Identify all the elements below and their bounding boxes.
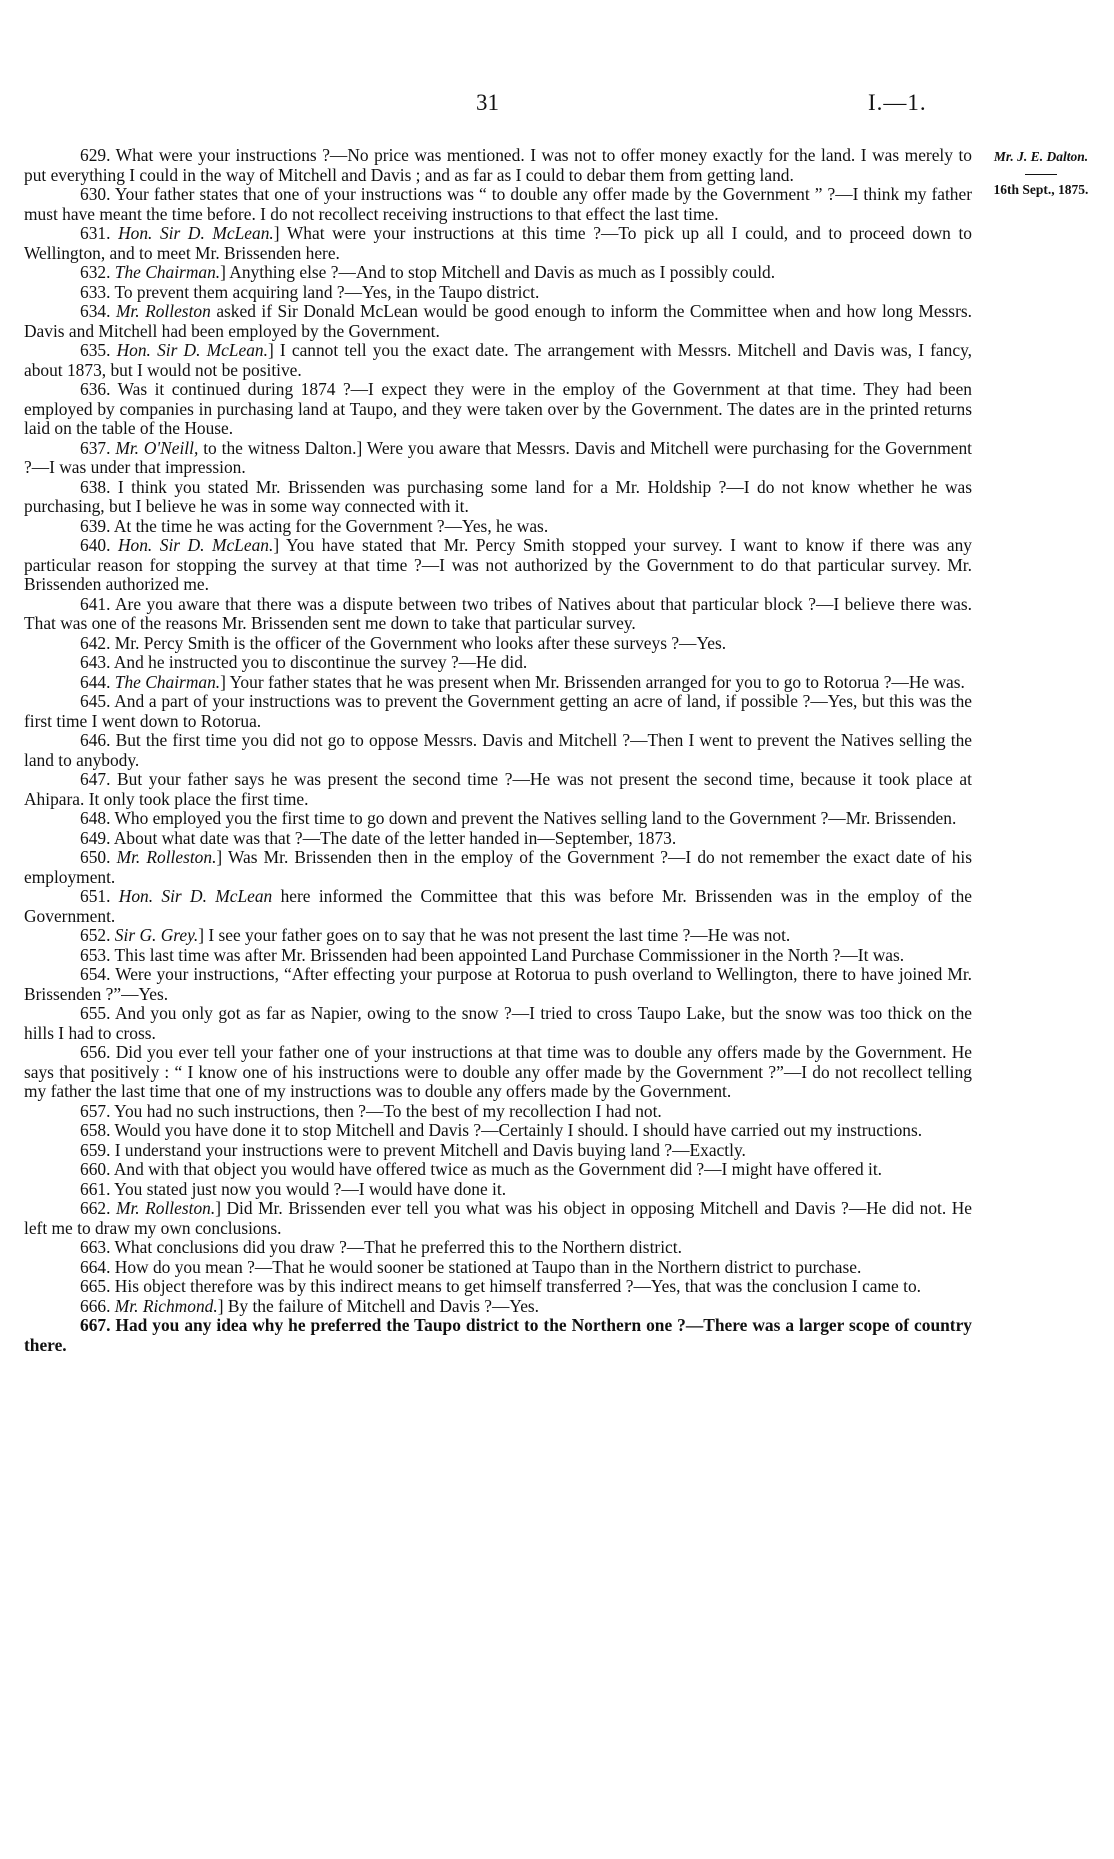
- question-answer-text: But the first time you did not go to oppose Messrs. Davis and Mitchell ?—Then I went to prevent the Natives selling the land to anybody.: [24, 730, 972, 770]
- question-answer-text: This last time was after Mr. Brissenden had been appointed Land Purchase Commissioner in the North ?—It was.: [114, 944, 905, 965]
- evidence-paragraph: [24, 263, 972, 283]
- question-answer-text: Who employed you the first time to go down and prevent the Natives selling land to the Government ?—Mr. Brissenden.: [114, 808, 957, 828]
- question-answer-text: At the time he was acting for the Government ?—Yes, he was.: [113, 515, 549, 536]
- question-number: 637.: [80, 437, 111, 458]
- question-answer-text: Are you aware that there was a dispute between two tribes of Natives about that particular block ?—I believe there was. That was one of the reasons Mr. Brissenden sent me down to take that particular survey.: [24, 593, 973, 633]
- evidence-paragraph: [24, 848, 972, 887]
- question-number: 631.: [80, 223, 111, 243]
- question-number: 664.: [80, 1256, 111, 1277]
- speaker-name: Hon. Sir D. McLean.: [117, 535, 274, 555]
- evidence-paragraph: [24, 829, 972, 849]
- margin-date: 16th Sept., 1875.: [993, 182, 1089, 197]
- question-number: 657.: [80, 1100, 111, 1121]
- evidence-paragraph: [24, 1199, 972, 1238]
- question-answer-text: I understand your instructions were to prevent Mitchell and Davis buying land ?—Exactly.: [114, 1139, 746, 1160]
- question-number: 629.: [80, 145, 111, 165]
- question-number: 644.: [80, 671, 111, 692]
- evidence-paragraph: [24, 595, 972, 634]
- question-answer-text: And with that object you would have offered twice as much as the Government did ?—I might have offered it.: [113, 1159, 883, 1179]
- evidence-paragraph: [24, 224, 972, 263]
- question-number: 647.: [80, 769, 111, 789]
- question-number: 660.: [80, 1159, 111, 1179]
- question-answer-text: ] What were your instructions at this time ?—To pick up all I could, and to proceed down to Wellington, and to meet Mr. Brissenden here.: [24, 223, 972, 263]
- question-number: 650.: [80, 847, 111, 867]
- speaker-name: Hon. Sir D. McLean.: [118, 223, 274, 243]
- question-number: 662.: [80, 1198, 111, 1218]
- question-answer-text: You had no such instructions, then ?—To the best of my recollection I had not.: [114, 1100, 662, 1121]
- question-answer-text: What were your instructions ?—No price was mentioned. I was not to offer money exactly for the land. I was merely to put everything I could in the way of Mitchell and Davis ; and as far as I could to debar them from getting land.: [24, 145, 972, 185]
- question-number: 630.: [80, 184, 111, 204]
- evidence-paragraph: [24, 1043, 972, 1102]
- question-answer-text: His object therefore was by this indirect means to get himself transferred ?—Yes, that was the conclusion I came to.: [114, 1276, 921, 1296]
- question-number: 635.: [80, 340, 111, 360]
- evidence-paragraph: [24, 692, 972, 731]
- margin-rule: [1025, 174, 1057, 175]
- question-answer-text: I think you stated Mr. Brissenden was purchasing some land for a Mr. Holdship ?—I do not know whether he was purchasing, but I believe he was in some way connected with it.: [24, 476, 972, 516]
- question-answer-text: ] Was Mr. Brissenden then in the employ of the Government ?—I do not remember the exact date of his employment.: [24, 847, 972, 887]
- speaker-name: Mr. Rolleston.: [115, 1198, 216, 1218]
- evidence-paragraph: [24, 302, 972, 341]
- evidence-paragraph: [24, 1121, 972, 1141]
- evidence-paragraph: [24, 770, 972, 809]
- question-number: 651.: [80, 886, 111, 906]
- question-number: 640.: [80, 535, 111, 555]
- question-number: 632.: [80, 262, 111, 282]
- evidence-paragraph: [24, 1277, 972, 1297]
- question-number: 663.: [80, 1237, 111, 1257]
- question-number: 667.: [80, 1315, 111, 1335]
- question-number: 661.: [80, 1178, 111, 1199]
- page-number: 31: [476, 90, 499, 115]
- speaker-name: Mr. O'Neill,: [115, 437, 199, 458]
- question-number: 648.: [80, 808, 111, 828]
- evidence-paragraph: [24, 517, 972, 537]
- evidence-paragraph: [24, 146, 972, 185]
- evidence-paragraph: [24, 536, 972, 595]
- question-answer-text: ] I see your father goes on to say that he was not present the last time ?—He was not.: [198, 925, 791, 945]
- question-number: 656.: [80, 1042, 111, 1062]
- question-number: 655.: [80, 1003, 111, 1023]
- question-answer-text: And you only got as far as Napier, owing to the snow ?—I tried to cross Taupo Lake, but the snow was too thick on the hills I had to cross.: [24, 1003, 972, 1043]
- evidence-paragraph: [24, 809, 972, 829]
- evidence-paragraph: [24, 1258, 972, 1278]
- question-number: 643.: [80, 652, 111, 672]
- evidence-paragraph: [24, 283, 972, 303]
- question-answer-text: Your father states that one of your instructions was “ to double any offer made by the Government ” ?—I think my father must have meant the time before. I do not recollect receiving instructions to that effect the last time.: [24, 184, 972, 224]
- evidence-paragraph: [24, 634, 972, 654]
- question-number: 636.: [80, 379, 111, 399]
- question-answer-text: here informed the Committee that this was before Mr. Brissenden was in the employ of the Government.: [24, 886, 972, 926]
- question-number: 639.: [80, 515, 111, 536]
- question-number: 638.: [80, 476, 111, 497]
- question-answer-text: But your father says he was present the second time ?—He was not present the second time, because it took place at Ahipara. It only took place the first time.: [24, 769, 972, 809]
- evidence-paragraph: [24, 380, 972, 439]
- evidence-paragraph: [24, 1238, 972, 1258]
- question-answer-text: How do you mean ?—That he would sooner be stationed at Taupo than in the Northern district to purchase.: [114, 1256, 862, 1277]
- question-number: 642.: [80, 632, 111, 653]
- evidence-paragraph: [24, 1297, 972, 1317]
- evidence-paragraph: [24, 1004, 972, 1043]
- question-number: 634.: [80, 301, 111, 321]
- evidence-paragraph: [24, 926, 972, 946]
- evidence-paragraph: [24, 478, 972, 517]
- question-number: 666.: [80, 1295, 111, 1316]
- evidence-paragraph: [24, 439, 972, 478]
- question-number: 658.: [80, 1120, 111, 1140]
- question-number: 646.: [80, 730, 111, 750]
- question-number: 665.: [80, 1276, 111, 1296]
- question-number: 654.: [80, 964, 111, 984]
- question-answer-text: You stated just now you would ?—I would have done it.: [114, 1178, 507, 1199]
- speaker-name: The Chairman.: [114, 262, 221, 282]
- question-number: 659.: [80, 1139, 111, 1160]
- evidence-paragraph: [24, 1180, 972, 1200]
- question-answer-text: And a part of your instructions was to prevent the Government getting an acre of land, if possible ?—Yes, but this was the first time I went down to Rotorua.: [24, 691, 972, 731]
- evidence-paragraph: [24, 731, 972, 770]
- evidence-text: [24, 146, 972, 1355]
- question-answer-text: Was it continued during 1874 ?—I expect they were in the employ of the Government at that time. They had been employed by companies in purchasing land at Taupo, and they were taken over by the Government. The dates are in the printed returns laid on the table of the House.: [24, 379, 972, 438]
- question-answer-text: To prevent them acquiring land ?—Yes, in the Taupo district.: [114, 281, 540, 302]
- speaker-name: Hon. Sir D. McLean.: [116, 340, 268, 360]
- speaker-name: Mr. Rolleston: [115, 301, 211, 321]
- margin-note: [972, 148, 1110, 198]
- speaker-name: Mr. Richmond.: [114, 1295, 218, 1316]
- speaker-name: Sir G. Grey.: [114, 925, 199, 945]
- question-answer-text: Mr. Percy Smith is the officer of the Government who looks after these surveys ?—Yes.: [114, 632, 727, 653]
- question-answer-text: ] Did Mr. Brissenden ever tell you what was his object in opposing Mitchell and Davis ?—He did not. He left me to draw my own conclusions.: [24, 1198, 972, 1238]
- question-answer-text: What conclusions did you draw ?—That he preferred this to the Northern district.: [114, 1237, 682, 1257]
- question-answer-text: Had you any idea why he preferred the Taupo district to the Northern one ?—There was a larger scope of country there.: [24, 1315, 972, 1355]
- evidence-paragraph: [24, 965, 972, 1004]
- question-answer-text: ] I cannot tell you the exact date. The arrangement with Messrs. Mitchell and Davis was, I fancy, about 1873, but I would not be positive.: [24, 340, 972, 380]
- parliamentary-paper-reference: I.—1.: [868, 90, 927, 115]
- question-answer-text: ] Anything else ?—And to stop Mitchell and Davis as much as I possibly could.: [220, 262, 776, 282]
- question-number: 653.: [80, 944, 111, 965]
- question-number: 649.: [80, 827, 111, 848]
- question-number: 652.: [80, 925, 111, 945]
- evidence-paragraph: [24, 1141, 972, 1161]
- question-answer-text: asked if Sir Donald McLean would be good enough to inform the Committee when and how long Messrs. Davis and Mitchell had been employed by the Government.: [24, 301, 972, 341]
- evidence-paragraph: [24, 185, 972, 224]
- speaker-name: Hon. Sir D. McLean: [118, 886, 273, 906]
- question-answer-text: to the witness Dalton.] Were you aware that Messrs. Davis and Mitchell were purchasing for the Government ?—I was under that impression.: [24, 437, 973, 477]
- evidence-paragraph: [24, 887, 972, 926]
- evidence-paragraph: [24, 653, 972, 673]
- question-answer-text: And he instructed you to discontinue the survey ?—He did.: [113, 652, 528, 672]
- question-number: 633.: [80, 281, 111, 302]
- speaker-name: The Chairman.: [114, 671, 221, 692]
- page-header: [0, 90, 1114, 124]
- evidence-paragraph: [24, 341, 972, 380]
- margin-witness-name: Mr. J. E. Dalton.: [993, 149, 1089, 164]
- question-answer-text: About what date was that ?—The date of the letter handed in—September, 1873.: [113, 827, 677, 848]
- question-number: 641.: [80, 593, 111, 614]
- question-number: 645.: [80, 691, 111, 711]
- evidence-paragraph: [24, 1160, 972, 1180]
- question-answer-text: Were your instructions, “After effecting your purpose at Rotorua to push overland to Wellington, there to have joined Mr. Brissenden ?”—Yes.: [24, 964, 972, 1004]
- question-answer-text: Did you ever tell your father one of your instructions at that time was to double any offers made by the Government. He says that positively : “ I know one of his instructions were to double any offer made by the Government ?”—I do not recollect telling my father the last time that one of my instructions was to double any offers made by the Government.: [24, 1042, 972, 1101]
- question-answer-text: ] By the failure of Mitchell and Davis ?—Yes.: [217, 1295, 540, 1316]
- evidence-paragraph: [24, 673, 972, 693]
- speaker-name: Mr. Rolleston.: [116, 847, 217, 867]
- evidence-paragraph: [24, 1316, 972, 1355]
- question-answer-text: ] Your father states that he was present when Mr. Brissenden arranged for you to go to Rotorua ?—He was.: [220, 671, 965, 692]
- question-answer-text: ] You have stated that Mr. Percy Smith stopped your survey. I want to know if there was any particular reason for stopping the survey at that time ?—I was not authorized by the Government to do that particular survey. Mr. Brissenden authorized me.: [24, 535, 972, 594]
- evidence-paragraph: [24, 946, 972, 966]
- evidence-paragraph: [24, 1102, 972, 1122]
- question-answer-text: Would you have done it to stop Mitchell and Davis ?—Certainly I should. I should have carried out my instructions.: [114, 1120, 923, 1140]
